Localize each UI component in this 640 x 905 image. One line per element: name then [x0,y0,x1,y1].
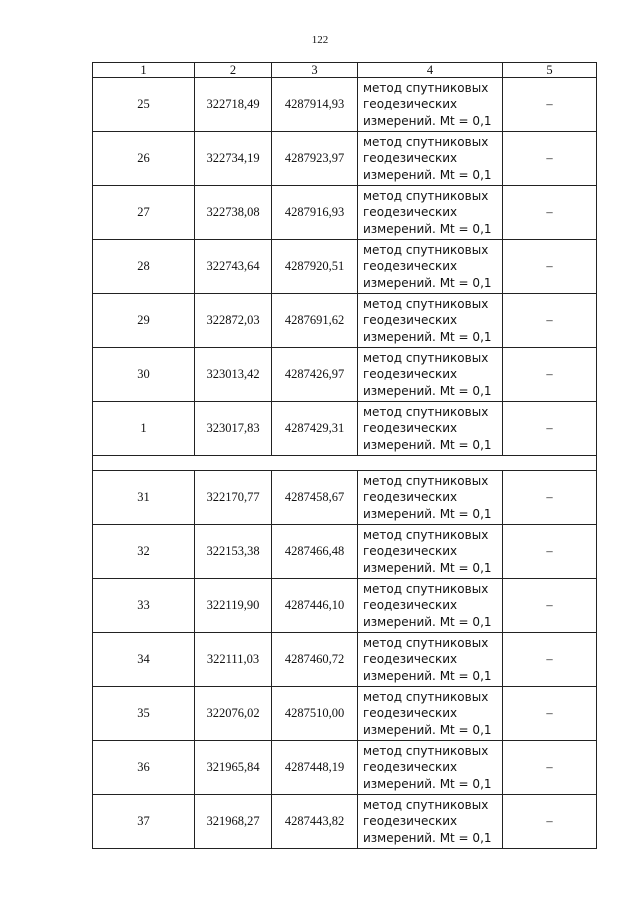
table-row [93,294,597,348]
method-line: измерений. Mt = 0,1 [363,506,492,521]
x-coordinate-cell: 322170,77 [195,471,272,525]
header-cell-4: 4 [358,63,503,78]
method-cell [358,240,503,294]
note-cell: – [503,525,597,579]
y-coordinate-cell: 4287920,51 [272,240,358,294]
y-coordinate-cell: 4287923,97 [272,132,358,186]
x-coordinate-cell: 322076,02 [195,687,272,741]
method-line: метод спутниковых [363,404,489,419]
method-cell [358,471,503,525]
method-line: измерений. Mt = 0,1 [363,329,492,344]
table-row [93,633,597,687]
y-coordinate-cell: 4287691,62 [272,294,358,348]
method-line: геодезических [363,259,458,274]
method-line: метод спутниковых [363,581,489,596]
point-number-cell: 25 [93,78,195,132]
method-line: геодезических [363,97,458,112]
x-coordinate-cell: 323017,83 [195,402,272,456]
method-line: геодезических [363,544,458,559]
method-line: метод спутниковых [363,527,489,542]
point-number-cell: 26 [93,132,195,186]
header-cell-2: 2 [195,63,272,78]
point-number-cell: 33 [93,579,195,633]
point-number-cell: 27 [93,186,195,240]
method-line: измерений. Mt = 0,1 [363,275,492,290]
point-number-cell: 35 [93,687,195,741]
method-line: измерений. Mt = 0,1 [363,614,492,629]
x-coordinate-cell: 322743,64 [195,240,272,294]
y-coordinate-cell: 4287446,10 [272,579,358,633]
method-line: метод спутниковых [363,188,489,203]
y-coordinate-cell: 4287510,00 [272,687,358,741]
point-number-cell: 31 [93,471,195,525]
point-number-cell: 36 [93,741,195,795]
method-line: геодезических [363,205,458,220]
method-line: метод спутниковых [363,473,489,488]
method-line: метод спутниковых [363,134,489,149]
method-line: геодезических [363,313,458,328]
x-coordinate-cell: 322153,38 [195,525,272,579]
y-coordinate-cell: 4287466,48 [272,525,358,579]
method-line: метод спутниковых [363,80,489,95]
table-row [93,186,597,240]
method-line: измерений. Mt = 0,1 [363,776,492,791]
table-row [93,132,597,186]
method-line: измерений. Mt = 0,1 [363,830,492,845]
method-line: измерений. Mt = 0,1 [363,668,492,683]
y-coordinate-cell: 4287458,67 [272,471,358,525]
method-cell [358,687,503,741]
note-cell: – [503,687,597,741]
table-row [93,795,597,849]
method-cell [358,633,503,687]
point-number-cell: 37 [93,795,195,849]
table-row [93,471,597,525]
method-line: метод спутниковых [363,635,489,650]
method-cell [358,795,503,849]
table-row [93,78,597,132]
method-line: измерений. Mt = 0,1 [363,560,492,575]
header-cell-5: 5 [503,63,597,78]
note-cell: – [503,471,597,525]
note-cell: – [503,579,597,633]
table-row [93,525,597,579]
note-cell: – [503,795,597,849]
header-row [93,63,597,78]
method-cell [358,294,503,348]
table-row [93,741,597,795]
method-cell [358,402,503,456]
note-cell: – [503,402,597,456]
page-number: 122 [311,34,329,46]
table-row [93,687,597,741]
method-line: геодезических [363,151,458,166]
point-number-cell: 1 [93,402,195,456]
x-coordinate-cell: 322119,90 [195,579,272,633]
method-line: метод спутниковых [363,689,489,704]
method-line: метод спутниковых [363,350,489,365]
x-coordinate-cell: 321968,27 [195,795,272,849]
x-coordinate-cell: 321965,84 [195,741,272,795]
method-line: измерений. Mt = 0,1 [363,167,492,182]
header-cell-1: 1 [93,63,195,78]
method-line: метод спутниковых [363,242,489,257]
y-coordinate-cell: 4287916,93 [272,186,358,240]
table-row [93,579,597,633]
x-coordinate-cell: 322734,19 [195,132,272,186]
method-line: геодезических [363,760,458,775]
y-coordinate-cell: 4287914,93 [272,78,358,132]
method-cell [358,525,503,579]
y-coordinate-cell: 4287448,19 [272,741,358,795]
x-coordinate-cell: 322738,08 [195,186,272,240]
method-line: геодезических [363,367,458,382]
method-line: метод спутниковых [363,296,489,311]
method-line: метод спутниковых [363,797,489,812]
note-cell: – [503,294,597,348]
point-number-cell: 30 [93,348,195,402]
separator-row [93,456,597,471]
coordinates-table [92,62,597,849]
y-coordinate-cell: 4287429,31 [272,402,358,456]
method-cell [358,186,503,240]
x-coordinate-cell: 323013,42 [195,348,272,402]
separator-cell [93,456,597,471]
method-line: измерений. Mt = 0,1 [363,113,492,128]
method-cell [358,579,503,633]
method-line: измерений. Mt = 0,1 [363,221,492,236]
point-number-cell: 28 [93,240,195,294]
method-line: метод спутниковых [363,743,489,758]
note-cell: – [503,78,597,132]
method-cell [358,132,503,186]
method-line: геодезических [363,421,458,436]
y-coordinate-cell: 4287443,82 [272,795,358,849]
x-coordinate-cell: 322872,03 [195,294,272,348]
point-number-cell: 34 [93,633,195,687]
table-row [93,240,597,294]
note-cell: – [503,132,597,186]
method-line: геодезических [363,652,458,667]
note-cell: – [503,633,597,687]
method-cell [358,348,503,402]
note-cell: – [503,348,597,402]
table-row [93,348,597,402]
method-line: геодезических [363,814,458,829]
method-line: измерений. Mt = 0,1 [363,722,492,737]
header-cell-3: 3 [272,63,358,78]
method-line: измерений. Mt = 0,1 [363,437,492,452]
y-coordinate-cell: 4287426,97 [272,348,358,402]
note-cell: – [503,186,597,240]
method-line: геодезических [363,598,458,613]
note-cell: – [503,240,597,294]
x-coordinate-cell: 322111,03 [195,633,272,687]
note-cell: – [503,741,597,795]
method-line: геодезических [363,490,458,505]
method-cell [358,741,503,795]
x-coordinate-cell: 322718,49 [195,78,272,132]
point-number-cell: 32 [93,525,195,579]
method-line: геодезических [363,706,458,721]
method-cell [358,78,503,132]
method-line: измерений. Mt = 0,1 [363,383,492,398]
table-row [93,402,597,456]
point-number-cell: 29 [93,294,195,348]
y-coordinate-cell: 4287460,72 [272,633,358,687]
